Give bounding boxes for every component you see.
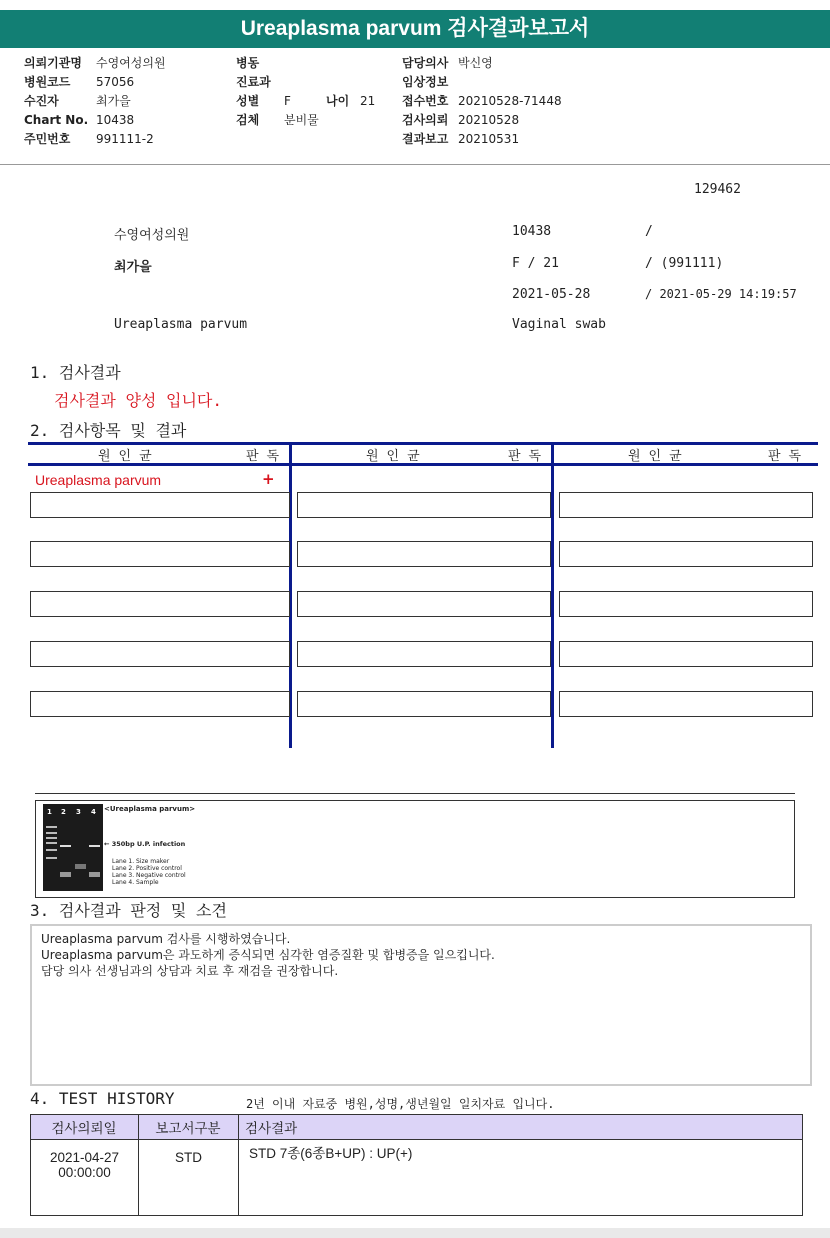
gel-lane-label: 1: [47, 808, 52, 816]
result-cell: [297, 492, 551, 518]
result-cell: [30, 492, 290, 518]
section-3-heading: 3. 검사결과 판정 및 소견: [30, 901, 227, 920]
section-1-heading: 1. 검사결과: [30, 363, 121, 382]
patient-value: 최가을: [96, 94, 131, 108]
report-number: 129462: [694, 182, 741, 197]
comment-line: Ureaplasma parvum은 과도하게 증식되면 심각한 염증질환 및 합병증을 일으킵니다.: [41, 948, 495, 962]
history-type: STD: [139, 1140, 239, 1216]
col-header-read-2: 판독: [508, 449, 550, 464]
section-2-heading: 2. 검사항목 및 결과: [30, 421, 187, 440]
summary-slash: /: [645, 224, 653, 239]
result-cell: [297, 591, 551, 617]
history-header-result: 검사결과: [239, 1115, 803, 1140]
result-cell: [559, 641, 813, 667]
history-header-date: 검사의뢰일: [31, 1115, 139, 1140]
history-header-type: 보고서구분: [139, 1115, 239, 1140]
receipt-value: 20210528-71448: [458, 94, 562, 108]
summary-specimen: Vaginal swab: [512, 317, 606, 332]
history-result: STD 7종(6종B+UP) : UP(+): [239, 1140, 803, 1216]
gel-caption: <Ureaplasma parvum>: [104, 805, 196, 813]
header-divider: [0, 164, 830, 165]
summary-institution: 수영여성의원: [114, 228, 190, 243]
arrow-left-icon: ←: [104, 840, 110, 848]
report-title: Ureaplasma parvum 검사결과보고서: [0, 10, 830, 48]
summary-date-report: / 2021-05-29 14:19:57: [645, 287, 797, 301]
gel-frame-rule: [35, 793, 795, 794]
result-text: 검사결과 양성 입니다.: [54, 391, 223, 410]
result-cell: [559, 591, 813, 617]
result-cell: [30, 641, 290, 667]
comment-text: [41, 931, 495, 979]
age-value: 21: [360, 94, 376, 108]
chart-value: 10438: [96, 113, 135, 127]
col-header-pathogen-2: 원인균: [366, 449, 428, 464]
result-cell: [30, 591, 290, 617]
history-note: 2년 이내 자료중 병원,성명,생년월일 일치자료 입니다.: [246, 1097, 555, 1111]
doctor-value: 박신영: [458, 56, 493, 70]
comment-line: 담당 의사 선생님과의 상담과 치료 후 재검을 권장합니다.: [41, 964, 339, 978]
col-header-pathogen-1: 원인균: [98, 449, 160, 464]
info-col-2: 병동 진료과 성별 F 나이 21 검체 분비물: [236, 54, 375, 130]
table-row: [31, 1140, 803, 1216]
result-cell: [30, 541, 290, 567]
result-read-value: +: [262, 470, 275, 488]
summary-date-request: 2021-05-28: [512, 287, 591, 302]
gel-lane-label: 4: [91, 808, 96, 816]
comment-line: Ureaplasma parvum 검사를 시행하였습니다.: [41, 932, 291, 946]
history-time: 00:00:00: [58, 1165, 111, 1180]
summary-test: Ureaplasma parvum: [114, 317, 248, 332]
result-cell: [30, 691, 290, 717]
section-4-heading: 4. TEST HISTORY: [30, 1089, 175, 1108]
summary-chart: 10438: [512, 224, 552, 239]
gel-arrow-label: ← 350bp U.P. infection: [104, 840, 186, 848]
gel-lane-label: 3: [76, 808, 81, 816]
result-pathogen-name: Ureaplasma parvum: [35, 472, 162, 488]
col-header-read-1: 판독: [246, 449, 288, 464]
specimen-value: 분비물: [284, 113, 319, 127]
result-cell: [297, 691, 551, 717]
info-col-3: 담당의사 박신영 임상정보 접수번호 20210528-71448 검사의뢰 20210528 결과보고 20210531: [402, 54, 562, 149]
report-value: 20210531: [458, 132, 520, 146]
id-value: 991111-2: [96, 132, 154, 146]
result-cell: [297, 641, 551, 667]
gel-lane-label: 2: [61, 808, 66, 816]
col-header-read-3: 판독: [768, 449, 810, 464]
code-value: 57056: [96, 75, 135, 89]
summary-sex-age: F / 21: [512, 256, 559, 271]
gel-legend: Lane 1. Size maker Lane 2. Positive control Lane 3. Negative control Lane 4. Sample: [112, 858, 186, 886]
col-header-pathogen-3: 원인균: [628, 449, 690, 464]
info-col-1: 의뢰기관명 수영여성의원 병원코드 57056 수진자 최가을 Chart No. 10438 주민번호 991111-2: [24, 54, 166, 149]
request-value: 20210528: [458, 113, 520, 127]
column-divider-2: [551, 442, 554, 748]
result-cell: [559, 492, 813, 518]
institution-value: 수영여성의원: [96, 56, 166, 70]
sex-value: F: [284, 94, 291, 108]
summary-birth: / (991111): [645, 256, 724, 271]
result-cell: [559, 691, 813, 717]
gel-electrophoresis-image: [43, 804, 103, 891]
history-table: [30, 1114, 803, 1216]
result-cell: [297, 541, 551, 567]
summary-patient: 최가을: [114, 260, 152, 275]
history-date: 2021-04-27: [49, 1150, 120, 1165]
result-cell: [559, 541, 813, 567]
